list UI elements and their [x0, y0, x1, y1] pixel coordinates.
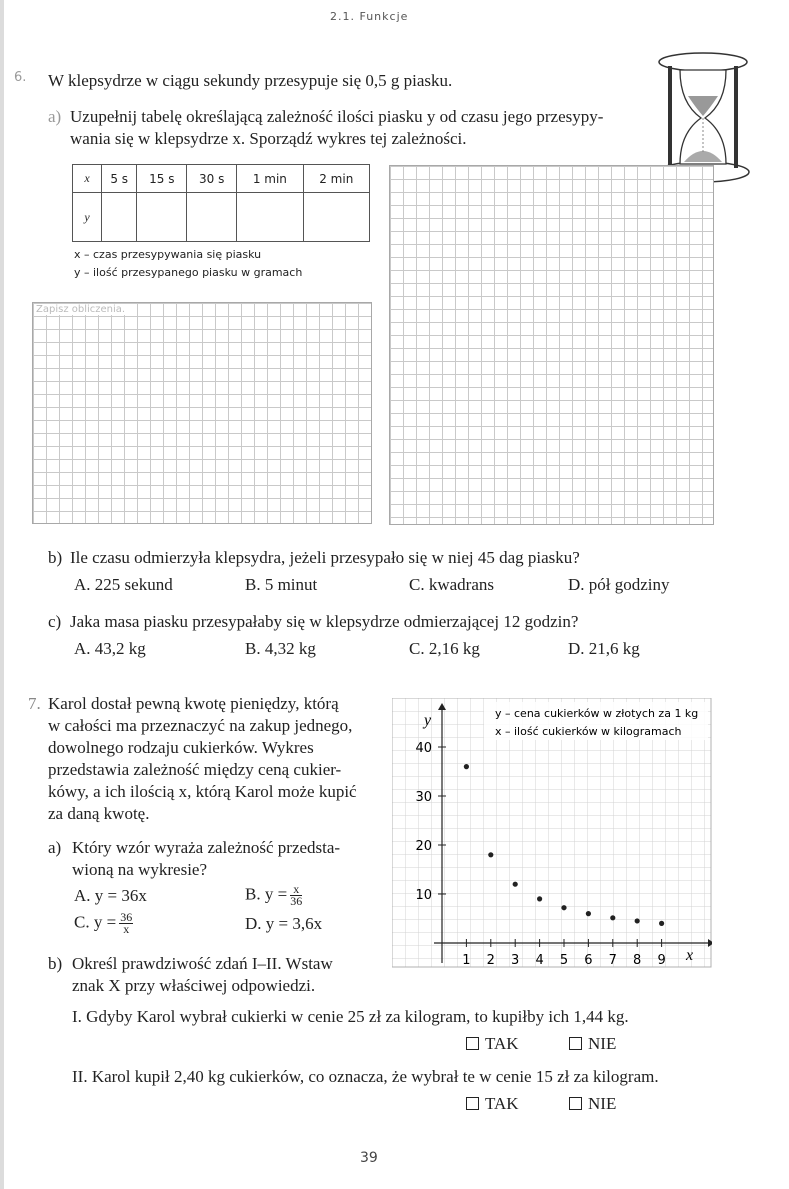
task7-intro-line: Karol dostał pewną kwotę pieniędzy, którą — [48, 694, 339, 713]
task6-number: 6. — [14, 70, 27, 85]
fraction-numerator: 36 — [120, 910, 133, 924]
checkbox[interactable] — [466, 1037, 479, 1050]
fraction-denominator: 36 — [290, 894, 303, 908]
chart-legend-y: y – cena cukierków w złotych za 1 kg — [495, 707, 699, 720]
data-point — [488, 852, 493, 857]
fraction — [290, 884, 302, 907]
task7-a-option-b-prefix: B. y = — [245, 884, 288, 904]
task7-intro — [48, 693, 378, 825]
checkbox[interactable] — [569, 1037, 582, 1050]
task6-c-option-a[interactable]: A. 43,2 kg — [74, 639, 146, 658]
tak-label: TAK — [485, 1034, 519, 1053]
table-col-15s: 15 s — [137, 165, 187, 193]
data-point — [537, 896, 542, 901]
data-point — [610, 915, 615, 920]
calc-label: Zapisz obliczenia. — [36, 304, 126, 315]
x-tick-label: 1 — [462, 953, 471, 968]
table-header-x: x — [73, 165, 102, 193]
x-tick-label: 6 — [584, 953, 593, 968]
task6-b-question: Ile czasu odmierzyła klepsydra, jeżeli przesypało się w niej 45 dag piasku? — [70, 548, 580, 567]
task7-a-option-a[interactable]: A. y = 36x — [74, 886, 147, 905]
data-point — [561, 905, 566, 910]
x-tick-label: 9 — [657, 953, 666, 968]
nie-label: NIE — [588, 1034, 617, 1053]
statement-1-tak[interactable] — [466, 1033, 519, 1055]
x-tick-label: 2 — [486, 953, 495, 968]
task7-number: 7. — [28, 694, 41, 713]
legend-y: y – ilość przesypanego piasku w gramach — [74, 266, 303, 279]
table-col-2min: 2 min — [303, 165, 369, 193]
table-cell-y-2[interactable] — [137, 193, 187, 242]
task6-b-option-a[interactable]: A. 225 sekund — [74, 575, 173, 594]
page-number: 39 — [360, 1150, 378, 1166]
task7-intro-line: przedstawia zależność między ceną cukier- — [48, 760, 342, 779]
statement-2-tak[interactable] — [466, 1093, 519, 1115]
checkbox[interactable] — [466, 1097, 479, 1110]
chart-legend-x: x – ilość cukierków w kilogramach — [495, 725, 682, 738]
x-tick-label: 3 — [511, 953, 520, 968]
task7-intro-line: w całości ma przeznaczyć na zakup jednego, — [48, 716, 353, 735]
calculation-grid[interactable] — [32, 302, 372, 524]
section-header: 2.1. Funkcje — [330, 10, 409, 23]
y-tick-label: 30 — [415, 790, 432, 805]
table-header-y: y — [73, 193, 102, 242]
table-cell-y-5[interactable] — [303, 193, 369, 242]
nie-label: NIE — [588, 1094, 617, 1113]
task7-a-line: wioną na wykresie? — [72, 860, 208, 879]
y-axis-label: y — [424, 712, 432, 729]
task6-a-text-1: Uzupełnij tabelę określającą zależność ilości piasku y od czasu jego przesypy- — [70, 107, 604, 126]
task7-a-label: a) — [48, 838, 62, 857]
y-tick-label: 40 — [415, 741, 432, 756]
task7-intro-line: kówy, a ich ilością x, którą Karol może kupić — [48, 782, 357, 801]
task6-a-label: a) — [48, 107, 62, 126]
checkbox[interactable] — [569, 1097, 582, 1110]
task7-b-label: b) — [48, 954, 63, 973]
statement-1-nie[interactable] — [569, 1033, 616, 1055]
task6-c-label: c) — [48, 612, 62, 631]
data-point — [464, 764, 469, 769]
table-col-1min: 1 min — [237, 165, 303, 193]
data-point — [513, 882, 518, 887]
graph-grid[interactable] — [389, 165, 714, 525]
x-tick-label: 8 — [633, 953, 642, 968]
task6-intro: W klepsydrze w ciągu sekundy przesypuje się 0,5 g piasku. — [48, 71, 453, 90]
task6-b-option-c[interactable]: C. kwadrans — [409, 575, 494, 594]
task7-a-line: Który wzór wyraża zależność przedsta- — [72, 838, 341, 857]
table-cell-y-3[interactable] — [187, 193, 237, 242]
task6-a-text-2: wania się w klepsydrze x. Sporządź wykres tej zależności. — [70, 129, 467, 148]
x-tick-label: 5 — [559, 953, 569, 968]
data-point — [659, 921, 664, 926]
value-table — [72, 164, 370, 242]
statement-1: I. Gdyby Karol wybrał cukierki w cenie 25 zł za kilogram, to kupiłby ich 1,44 kg. — [72, 1007, 629, 1026]
table-cell-y-1[interactable] — [102, 193, 137, 242]
task6-b-option-d[interactable]: D. pół godziny — [568, 575, 670, 594]
table-col-30s: 30 s — [187, 165, 237, 193]
task6-c-option-c[interactable]: C. 2,16 kg — [409, 639, 480, 658]
task7-intro-line: dowolnego rodzaju cukierków. Wykres — [48, 738, 314, 757]
task7-a-text — [72, 837, 340, 881]
table-cell-y-4[interactable] — [237, 193, 303, 242]
task7-b-line: Określ prawdziwość zdań I–II. Wstaw — [72, 954, 333, 973]
x-tick-label: 4 — [535, 953, 544, 968]
task7-a-option-c-prefix: C. y = — [74, 912, 117, 932]
page-edge-shadow — [0, 0, 4, 1189]
y-tick-label: 10 — [415, 888, 432, 903]
data-point — [635, 918, 640, 923]
task7-intro-line: za daną kwotę. — [48, 804, 150, 823]
task7-a-option-b[interactable] — [245, 884, 302, 907]
statement-2: II. Karol kupił 2,40 kg cukierków, co oznacza, że wybrał te w cenie 15 zł za kilogram. — [72, 1067, 659, 1086]
table-col-5s: 5 s — [102, 165, 137, 193]
y-tick-label: 20 — [415, 839, 432, 854]
legend-x: x – czas przesypywania się piasku — [74, 248, 262, 261]
tak-label: TAK — [485, 1094, 519, 1113]
fraction-denominator: x — [123, 922, 130, 936]
x-axis-label: x — [686, 947, 694, 964]
task7-b-text — [72, 953, 333, 997]
statement-2-nie[interactable] — [569, 1093, 616, 1115]
task6-c-option-d[interactable]: D. 21,6 kg — [568, 639, 640, 658]
task6-b-label: b) — [48, 548, 63, 567]
price-quantity-chart — [392, 698, 712, 968]
task7-a-option-c[interactable] — [74, 912, 133, 935]
task6-b-option-b[interactable]: B. 5 minut — [245, 575, 318, 594]
fraction — [119, 912, 133, 935]
task6-c-question: Jaka masa piasku przesypałaby się w klepsydrze odmierzającej 12 godzin? — [70, 612, 579, 631]
data-point — [586, 911, 591, 916]
task7-a-option-d[interactable]: D. y = 3,6x — [245, 914, 323, 933]
x-tick-label: 7 — [608, 953, 617, 968]
fraction-numerator: x — [290, 884, 302, 896]
task6-c-option-b[interactable]: B. 4,32 kg — [245, 639, 316, 658]
task7-b-line: znak X przy właściwej odpowiedzi. — [72, 976, 316, 995]
